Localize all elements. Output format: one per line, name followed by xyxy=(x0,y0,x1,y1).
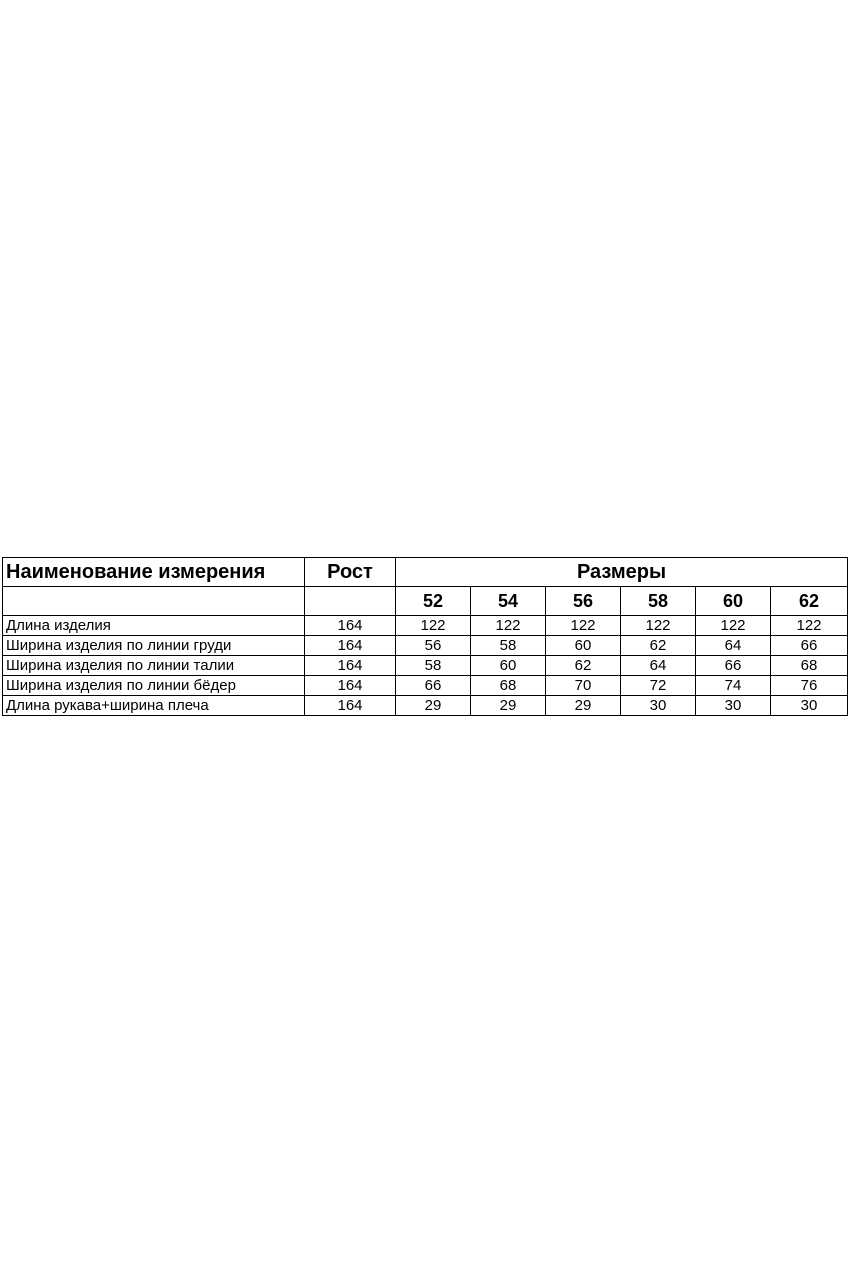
value-cell: 72 xyxy=(621,676,696,696)
sizes-row xyxy=(3,587,848,616)
value-cell: 62 xyxy=(621,636,696,656)
value-cell: 68 xyxy=(771,656,848,676)
table-row xyxy=(3,676,848,696)
height-cell: 164 xyxy=(305,636,396,656)
value-cell: 122 xyxy=(771,616,848,636)
table-row xyxy=(3,636,848,656)
size-header-cell: 54 xyxy=(471,587,546,616)
table-header-row xyxy=(3,558,848,587)
value-cell: 30 xyxy=(621,696,696,716)
table-row xyxy=(3,696,848,716)
value-cell: 74 xyxy=(696,676,771,696)
value-cell: 122 xyxy=(621,616,696,636)
value-cell: 66 xyxy=(696,656,771,676)
table-row xyxy=(3,616,848,636)
measurement-name-header: Наименование измерения xyxy=(3,558,305,587)
size-chart-table xyxy=(2,557,848,716)
value-cell: 66 xyxy=(396,676,471,696)
height-header: Рост xyxy=(305,558,396,587)
value-cell: 30 xyxy=(696,696,771,716)
value-cell: 29 xyxy=(471,696,546,716)
value-cell: 122 xyxy=(396,616,471,636)
empty-cell xyxy=(3,587,305,616)
measurement-name-cell: Длина рукава+ширина плеча xyxy=(3,696,305,716)
value-cell: 70 xyxy=(546,676,621,696)
value-cell: 60 xyxy=(471,656,546,676)
height-cell: 164 xyxy=(305,696,396,716)
measurement-name-cell: Ширина изделия по линии бёдер xyxy=(3,676,305,696)
value-cell: 66 xyxy=(771,636,848,656)
value-cell: 62 xyxy=(546,656,621,676)
value-cell: 30 xyxy=(771,696,848,716)
height-cell: 164 xyxy=(305,616,396,636)
size-header-cell: 52 xyxy=(396,587,471,616)
value-cell: 68 xyxy=(471,676,546,696)
value-cell: 64 xyxy=(696,636,771,656)
measurement-name-cell: Ширина изделия по линии талии xyxy=(3,656,305,676)
sizes-group-header: Размеры xyxy=(396,558,848,587)
size-header-cell: 56 xyxy=(546,587,621,616)
value-cell: 122 xyxy=(471,616,546,636)
value-cell: 58 xyxy=(396,656,471,676)
value-cell: 58 xyxy=(471,636,546,656)
size-header-cell: 58 xyxy=(621,587,696,616)
value-cell: 60 xyxy=(546,636,621,656)
size-header-cell: 62 xyxy=(771,587,848,616)
value-cell: 122 xyxy=(696,616,771,636)
height-cell: 164 xyxy=(305,656,396,676)
measurement-name-cell: Длина изделия xyxy=(3,616,305,636)
empty-cell xyxy=(305,587,396,616)
value-cell: 56 xyxy=(396,636,471,656)
size-header-cell: 60 xyxy=(696,587,771,616)
value-cell: 29 xyxy=(546,696,621,716)
value-cell: 122 xyxy=(546,616,621,636)
table-row xyxy=(3,656,848,676)
measurement-name-cell: Ширина изделия по линии груди xyxy=(3,636,305,656)
value-cell: 64 xyxy=(621,656,696,676)
value-cell: 76 xyxy=(771,676,848,696)
value-cell: 29 xyxy=(396,696,471,716)
height-cell: 164 xyxy=(305,676,396,696)
